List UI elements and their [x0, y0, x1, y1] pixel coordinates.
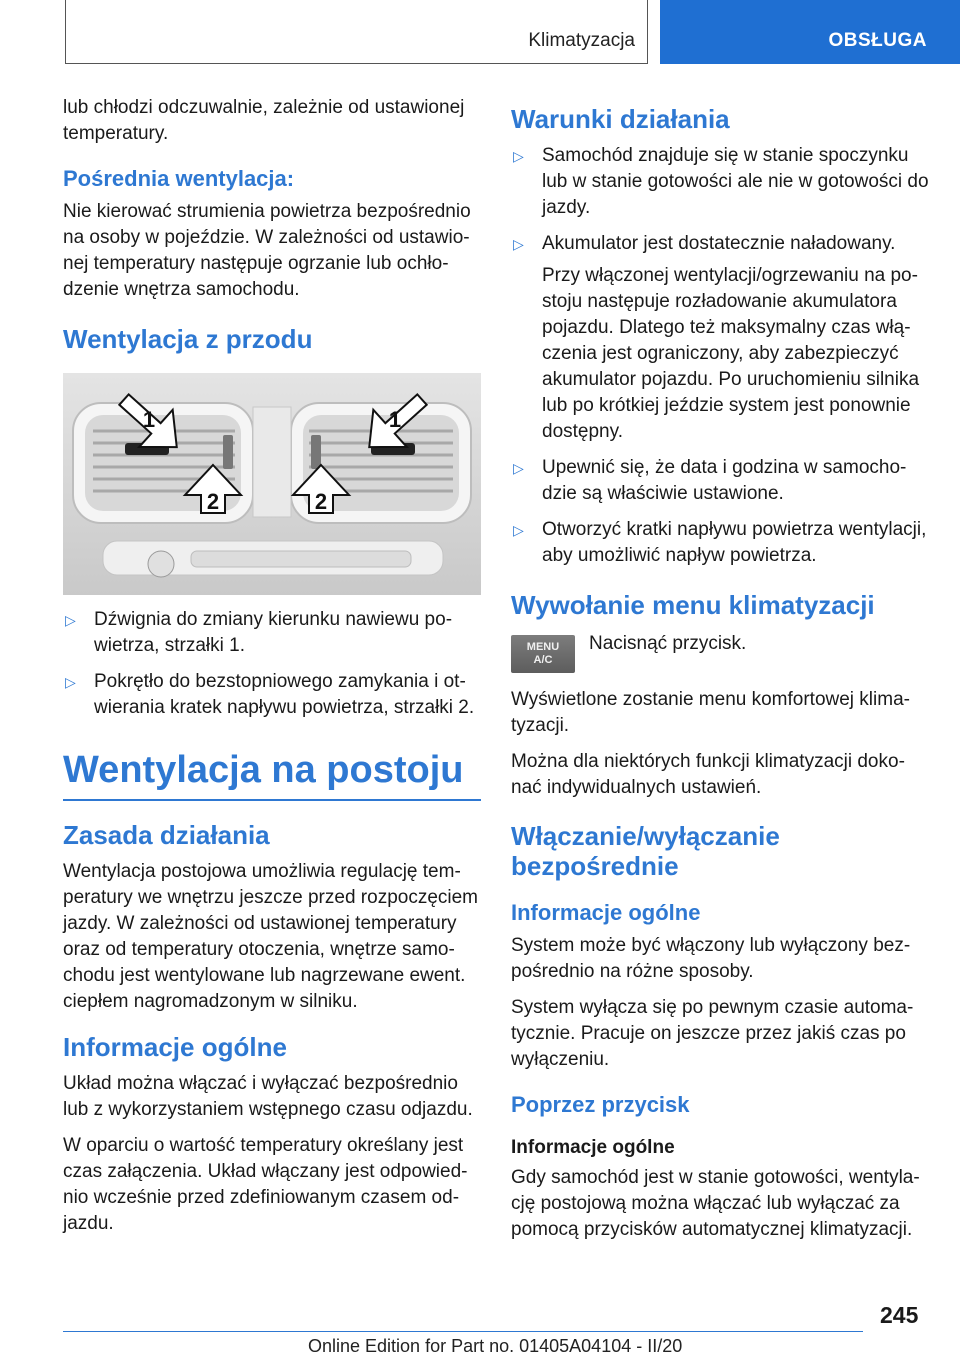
info-heading: Informacje ogólne: [511, 900, 701, 925]
general-text-1: Układ można włączać i wyłączać bezpośrednio lub z wykorzystaniem wstępnego czasu odjazdu.: [63, 1073, 473, 1120]
triangle-bullet-icon: ▷: [513, 522, 524, 538]
button-text: Gdy samochód jest w stanie gotowości, wentylację postojową można włączać lub wyłączać za pomocą przycisków automatycznej klimatyzacji.: [511, 1167, 920, 1240]
triangle-bullet-icon: ▷: [513, 148, 524, 164]
triangle-bullet-icon: ▷: [513, 460, 524, 476]
parking-heading: Wentylacja na postoju: [63, 747, 481, 801]
condition-detail: Przy włączonej wentylacji/ogrzewaniu na postoju następuje rozładowanie akumulatora pojazdu. Dlatego też maksymalny czas włączenia jest ograniczony, aby zabezpieczyć akumulator pojazdu. Po uruchomieniu silnika lub po krótkiej jeździe system jest ponownie dostępny.: [542, 265, 920, 442]
info-text-2: System wyłącza się po pewnym czasie automatycznie. Pracuje on jeszcze przez jakiś czas po wyłączeniu.: [511, 997, 914, 1070]
right-column: [511, 95, 929, 1253]
menu-press-text: Nacisnąć przycisk.: [589, 633, 747, 654]
callout-label: 2: [314, 489, 328, 514]
list-item: ▷ Otworzyć kratki napływu powietrza wentylacji, aby umożliwić napływ powietrza.: [513, 519, 927, 566]
footer-divider: [63, 1331, 863, 1332]
list-item: ▷ Pokrętło do bezstopniowego zamykania i otwierania kratek napływu powietrza, strzałki 2.: [65, 671, 475, 718]
menu-heading: Wywołanie menu klimatyzacji: [511, 590, 875, 620]
indirect-heading: Pośrednia wentylacja:: [63, 166, 295, 191]
list-item: ▷ Samochód znajduje się w stanie spoczynku lub w stanie gotowości ale nie w gotowości do jazdy.: [513, 145, 929, 218]
menu-text-1: Wyświetlone zostanie menu komfortowej klimatyzacji.: [511, 689, 910, 736]
list-item: ▷ Akumulator jest dostatecznie naładowany.: [511, 231, 929, 257]
vent-photo: [63, 373, 481, 595]
chapter-tab-label: OBSŁUGA: [828, 30, 927, 51]
chapter-tab: [660, 0, 960, 64]
indirect-text: Nie kierować strumienia powietrza bezpośrednio na osoby w pojeździe. W zależności od ustawionej temperatury następuje ogrzanie lub ochłodzenie wnętrza samochodu.: [63, 201, 471, 300]
callout-label: 2: [206, 489, 220, 514]
principle-text: Wentylacja postojowa umożliwia regulację temperatury we wnętrzu jeszcze przed rozpoczęciem jazdy. W zależności od ustawionej temperatury oraz od temperatury otoczenia, wnętrze samochodu jest wentylowane lub nagrzewane ewent. ciepłem nagromadzonym w silniku.: [63, 861, 479, 1012]
left-column: [63, 95, 481, 1247]
button-subheading: Informacje ogólne: [511, 1137, 675, 1158]
edition-text: Online Edition for Part no. 01405A04104 - II/20: [308, 1336, 683, 1356]
principle-heading: Zasada działania: [63, 820, 270, 850]
list-item: ▷ Dźwignia do zmiany kierunku nawiewu powietrza, strzałki 1.: [65, 609, 453, 656]
conditions-heading: Warunki działania: [511, 104, 730, 134]
triangle-bullet-icon: ▷: [513, 236, 524, 252]
section-title: Klimatyzacja: [528, 30, 635, 51]
general-heading: Informacje ogólne: [63, 1032, 287, 1062]
info-text-1: System może być włączony lub wyłączony bezpośrednio na różne sposoby.: [511, 935, 911, 982]
menu-text-2: Można dla niektórych funkcji klimatyzacji dokonać indywidualnych ustawień.: [511, 751, 905, 798]
menu-instruction: [511, 631, 929, 677]
conditions-list-2: [511, 455, 929, 569]
page-number: 245: [880, 1302, 919, 1328]
vent-bullet-list: [63, 607, 481, 721]
button-heading: Poprzez przycisk: [511, 1092, 690, 1117]
triangle-bullet-icon: ▷: [65, 612, 76, 628]
list-item: ▷ Upewnić się, że data i godzina w samochodzie są właściwie ustawione.: [513, 457, 907, 504]
front-heading: Wentylacja z przodu: [63, 324, 313, 354]
callout-label: 1: [142, 407, 156, 432]
conditions-list: [511, 143, 929, 257]
menu-ac-button: MENU A/C: [511, 635, 575, 673]
triangle-bullet-icon: ▷: [65, 674, 76, 690]
general-text-2: W oparciu o wartość temperatury określany jest czas załączenia. Układ włączany jest odpowiednio wcześnie przed zdefiniowanym czasem odjazdu.: [63, 1135, 468, 1234]
callout-label: 1: [388, 407, 402, 432]
intro-text: lub chłodzi odczuwalnie, zależnie od ustawionej temperatury.: [63, 97, 465, 144]
vent-figure: [63, 373, 481, 595]
onoff-heading: Włączanie/wyłączanie bezpośrednie: [511, 821, 780, 881]
control-strip: [103, 541, 443, 577]
